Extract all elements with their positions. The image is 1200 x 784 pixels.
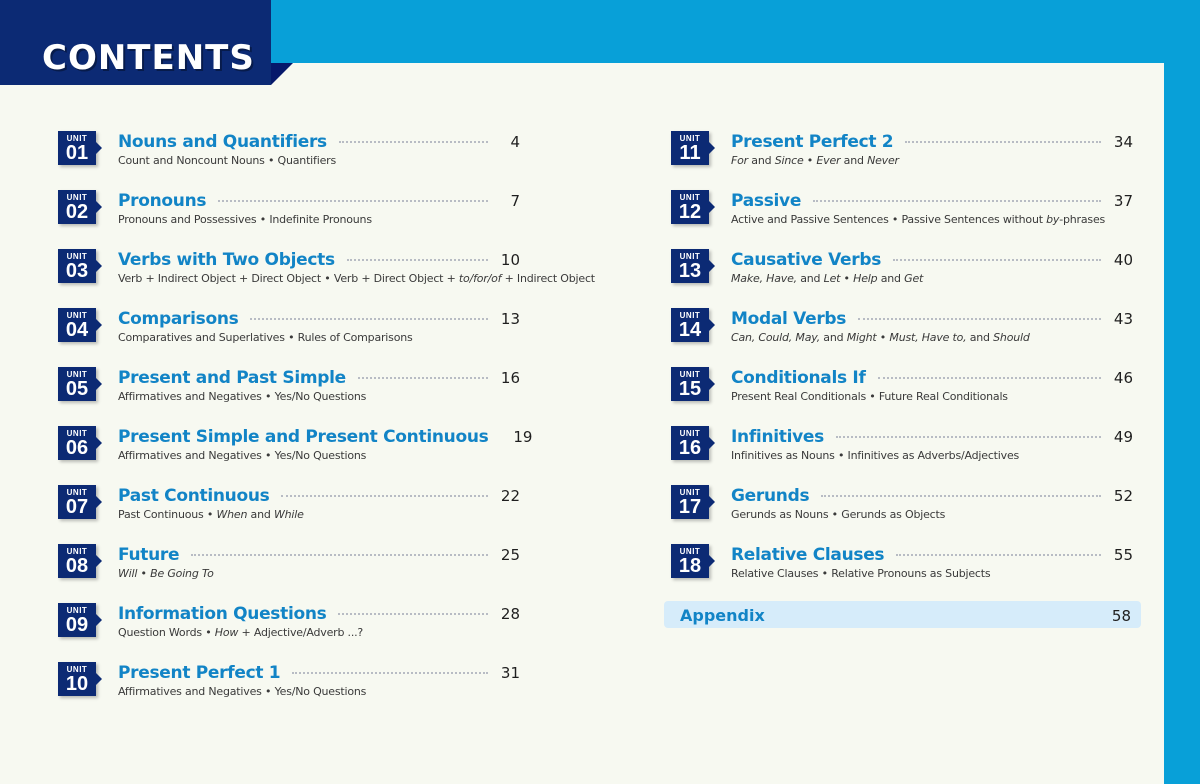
- unit-page-number: 13: [500, 310, 520, 328]
- unit-badge-number: 05: [65, 378, 89, 400]
- unit-subtopics: Infinitives as Nouns • Infinitives as Adverbs/Adjectives: [731, 449, 1020, 462]
- unit-title[interactable]: Modal Verbs: [731, 309, 847, 329]
- unit-badge-label: UNIT: [66, 488, 88, 497]
- unit-page-number: 4: [510, 133, 520, 151]
- unit-subtopics: Gerunds as Nouns • Gerunds as Objects: [731, 508, 946, 521]
- unit-badge-number: 03: [65, 260, 89, 282]
- unit-badge-label: UNIT: [66, 193, 88, 202]
- unit-badge-number: 17: [678, 496, 702, 518]
- unit-page-number: 31: [500, 664, 520, 682]
- unit-badge: [671, 485, 709, 519]
- unit-title[interactable]: Nouns and Quantifiers: [118, 132, 327, 152]
- unit-subtopics: For and Since • Ever and Never: [731, 154, 899, 167]
- unit-page-number: 34: [1113, 133, 1133, 151]
- unit-title[interactable]: Present Perfect 2: [731, 132, 894, 152]
- unit-page-number: 49: [1113, 428, 1133, 446]
- unit-title[interactable]: Future: [118, 545, 180, 565]
- unit-page-number: 19: [513, 428, 533, 446]
- unit-badge-number: 11: [679, 142, 701, 164]
- unit-title[interactable]: Pronouns: [118, 191, 207, 211]
- unit-subtopics: Relative Clauses • Relative Pronouns as Subjects: [731, 567, 991, 580]
- unit-page-number: 37: [1113, 192, 1133, 210]
- unit-subtopics: Verb + Indirect Object + Direct Object • Verb + Direct Object + to/for/of + Indirect Object: [118, 272, 595, 285]
- unit-badge-label: UNIT: [679, 370, 701, 379]
- unit-subtopics: Question Words • How + Adjective/Adverb ...?: [118, 626, 364, 639]
- unit-page-number: 40: [1113, 251, 1133, 269]
- unit-title[interactable]: Relative Clauses: [731, 545, 885, 565]
- unit-badge-label: UNIT: [679, 488, 701, 497]
- unit-badge-number: 07: [65, 496, 89, 518]
- unit-page-number: 25: [500, 546, 520, 564]
- unit-badge-label: UNIT: [679, 547, 701, 556]
- unit-page-number: 52: [1113, 487, 1133, 505]
- unit-title[interactable]: Verbs with Two Objects: [118, 250, 335, 270]
- unit-title[interactable]: Comparisons: [118, 309, 239, 329]
- unit-badge-number: 15: [678, 378, 702, 400]
- unit-badge-label: UNIT: [66, 606, 88, 615]
- toc-title-row: [118, 604, 520, 624]
- unit-badge: [58, 603, 96, 637]
- dotted-leader: [292, 672, 488, 674]
- unit-badge: [58, 662, 96, 696]
- unit-page-number: 22: [500, 487, 520, 505]
- unit-badge-number: 01: [65, 142, 89, 164]
- unit-page-number: 46: [1113, 369, 1133, 387]
- unit-subtopics: Affirmatives and Negatives • Yes/No Questions: [118, 449, 367, 462]
- unit-badge-label: UNIT: [66, 665, 88, 674]
- toc-title-row: [731, 486, 1133, 506]
- unit-title[interactable]: Information Questions: [118, 604, 327, 624]
- dotted-leader: [821, 495, 1101, 497]
- unit-badge-label: UNIT: [66, 429, 88, 438]
- unit-title[interactable]: Causative Verbs: [731, 250, 882, 270]
- unit-subtopics: Past Continuous • When and While: [118, 508, 304, 521]
- toc-title-row: [731, 545, 1133, 565]
- unit-subtopics: Affirmatives and Negatives • Yes/No Questions: [118, 685, 367, 698]
- unit-subtopics: Make, Have, and Let • Help and Get: [731, 272, 924, 285]
- appendix-label: Appendix: [680, 606, 765, 625]
- toc-entry-appendix[interactable]: [664, 601, 1141, 628]
- unit-subtopics: Present Real Conditionals • Future Real Conditionals: [731, 390, 1008, 403]
- appendix-page-number: 58: [1111, 607, 1131, 625]
- unit-subtopics: Comparatives and Superlatives • Rules of Comparisons: [118, 331, 413, 344]
- unit-subtopics: Affirmatives and Negatives • Yes/No Questions: [118, 390, 367, 403]
- page-title: CONTENTS: [42, 38, 255, 78]
- unit-badge: [671, 544, 709, 578]
- unit-page-number: 55: [1113, 546, 1133, 564]
- unit-badge-number: 08: [65, 555, 89, 577]
- unit-title[interactable]: Present Simple and Present Continuous: [118, 427, 489, 447]
- unit-badge-number: 14: [678, 319, 702, 341]
- unit-badge-label: UNIT: [66, 311, 88, 320]
- unit-badge-label: UNIT: [679, 134, 701, 143]
- unit-title[interactable]: Present and Past Simple: [118, 368, 346, 388]
- unit-title[interactable]: Conditionals If: [731, 368, 866, 388]
- unit-badge-label: UNIT: [679, 193, 701, 202]
- unit-badge-number: 18: [678, 555, 702, 577]
- unit-badge-label: UNIT: [679, 429, 701, 438]
- unit-subtopics: Pronouns and Possessives • Indefinite Pronouns: [118, 213, 372, 226]
- unit-page-number: 43: [1113, 310, 1133, 328]
- unit-badge-number: 09: [65, 614, 89, 636]
- unit-title[interactable]: Present Perfect 1: [118, 663, 281, 683]
- unit-badge-number: 06: [65, 437, 89, 459]
- unit-badge-label: UNIT: [679, 252, 701, 261]
- unit-page-number: 10: [500, 251, 520, 269]
- dotted-leader: [338, 613, 488, 615]
- unit-badge-number: 13: [678, 260, 702, 282]
- unit-page-number: 7: [510, 192, 520, 210]
- toc-title-row: [118, 663, 520, 683]
- unit-badge-label: UNIT: [679, 311, 701, 320]
- unit-title[interactable]: Gerunds: [731, 486, 810, 506]
- unit-badge-label: UNIT: [66, 547, 88, 556]
- unit-subtopics: Active and Passive Sentences • Passive Sentences without by-phrases: [731, 213, 1106, 226]
- unit-page-number: 28: [500, 605, 520, 623]
- unit-title[interactable]: Passive: [731, 191, 802, 211]
- unit-badge-label: UNIT: [66, 134, 88, 143]
- unit-subtopics: Count and Noncount Nouns • Quantifiers: [118, 154, 336, 167]
- unit-badge-number: 02: [65, 201, 89, 223]
- toc-entry-unit-11[interactable]: [671, 0, 1133, 167]
- unit-badge-label: UNIT: [66, 252, 88, 261]
- dotted-leader: [896, 554, 1101, 556]
- unit-title[interactable]: Past Continuous: [118, 486, 270, 506]
- unit-subtopics: Can, Could, May, and Might • Must, Have to, and Should: [731, 331, 1030, 344]
- unit-title[interactable]: Infinitives: [731, 427, 824, 447]
- unit-subtopics: Will • Be Going To: [118, 567, 214, 580]
- unit-badge-label: UNIT: [66, 370, 88, 379]
- unit-page-number: 16: [500, 369, 520, 387]
- unit-badge-number: 04: [65, 319, 89, 341]
- unit-badge-number: 16: [678, 437, 702, 459]
- unit-badge-number: 12: [678, 201, 702, 223]
- unit-badge-number: 10: [65, 673, 89, 695]
